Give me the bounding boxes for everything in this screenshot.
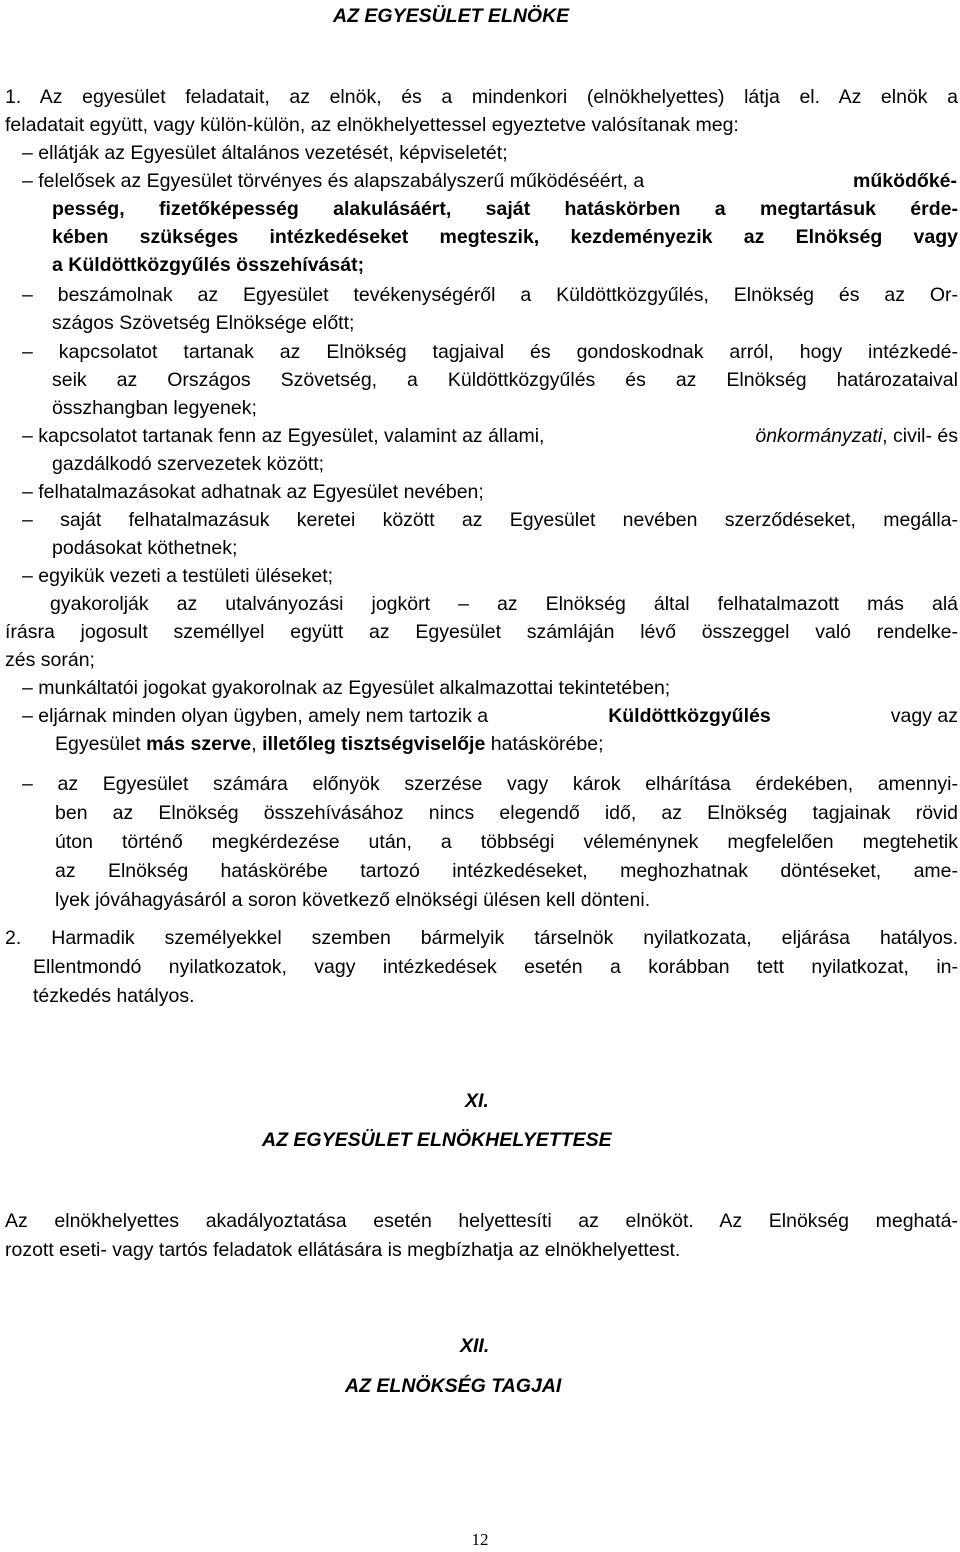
list-item-bold-text: működőké- — [852, 170, 957, 192]
list-item: – egyikük vezeti a testületi üléseket; — [22, 565, 334, 587]
paragraph-line: zés során; — [5, 649, 95, 671]
list-item — [22, 422, 958, 450]
paragraph-line: 1. Az egyesület feladatait, az elnök, és a mindenkori (elnökhelyettes) látja el. Az elnök a — [5, 86, 958, 108]
list-item-continuation: lyek jóváhagyásáról a soron következő elnökségi ülésen kell dönteni. — [55, 889, 651, 911]
list-item: – kapcsolatot tartanak az Elnökség tagjaival és gondoskodnak arról, hogy intézkedé- — [22, 341, 958, 363]
list-item-continuation: úton történő megkérdezése után, a többségi véleménynek megfelelően megtehetik — [55, 831, 958, 853]
list-item — [22, 702, 958, 730]
list-item-continuation: szágos Szövetség Elnöksége előtt; — [52, 312, 355, 334]
paragraph-line: tézkedés hatályos. — [33, 985, 195, 1007]
list-item-continuation: seik az Országos Szövetség, a Küldöttközgyűlés és az Elnökség határozataival — [52, 369, 958, 391]
list-item: – beszámolnak az Egyesület tevékenységéről a Küldöttközgyűlés, Elnökség és az Or- — [22, 284, 958, 306]
list-item-continuation — [55, 730, 960, 758]
list-item-continuation: a Küldöttközgyűlés összehívását; — [52, 254, 365, 276]
page-title: AZ EGYESÜLET ELNÖKE — [333, 5, 570, 27]
list-item-text: Egyesület — [55, 733, 141, 755]
paragraph-line: írásra jogosult személlyel együtt az Egyesület számláján lévő összeggel való rendelke- — [5, 621, 958, 643]
list-item-continuation: kében szükséges intézkedéseket megteszik, kezdeményezik az Elnökség vagy — [52, 226, 958, 248]
paragraph-line: gyakorolják az utalványozási jogkört – az Elnökség által felhatalmazott más alá — [50, 593, 958, 615]
list-item: – saját felhatalmazásuk keretei között az Egyesület nevében szerződéseket, megálla- — [22, 509, 958, 531]
list-item-continuation: az Elnökség hatáskörébe tartozó intézkedéseket, meghozhatnak döntéseket, ame- — [55, 860, 958, 882]
list-item-text — [755, 422, 958, 450]
italic-text: önkormányzati — [755, 425, 883, 447]
chapter-title: AZ EGYESÜLET ELNÖKHELYETTESE — [262, 1129, 612, 1151]
list-item-continuation: pesség, fizetőképesség alakulásáért, saját hatáskörben a megtartásuk érde- — [52, 198, 958, 220]
list-item-text: , civil- és — [882, 425, 958, 447]
list-item-text: – felelősek az Egyesület törvényes és alapszabályszerű működéséért, a — [22, 170, 645, 192]
list-item: – felhatalmazásokat adhatnak az Egyesület nevében; — [22, 481, 484, 503]
list-item: – ellátják az Egyesület általános vezetését, képviseletét; — [22, 142, 508, 164]
list-item-bold-text: más szerve — [146, 733, 252, 755]
list-item: – az Egyesület számára előnyök szerzése vagy károk elhárítása érdekében, amennyi- — [22, 773, 958, 795]
list-item-continuation: gazdálkodó szervezetek között; — [52, 453, 325, 475]
page-number: 12 — [471, 1530, 489, 1549]
paragraph-line: 2. Harmadik személyekkel szemben bármelyik társelnök nyilatkozata, eljárása hatályos. — [5, 927, 958, 949]
list-item-text: – kapcsolatot tartanak fenn az Egyesület, valamint az állami, — [22, 425, 545, 447]
list-item — [22, 167, 957, 195]
list-item-continuation: összhangban legyenek; — [52, 397, 257, 419]
list-item-continuation: podásokat köthetnek; — [52, 537, 238, 559]
chapter-number: XI. — [465, 1090, 489, 1112]
list-item-bold-text: Küldöttközgyűlés — [608, 705, 771, 727]
list-item-bold-text: illetőleg tisztségviselője — [262, 733, 486, 755]
list-item: – munkáltatói jogokat gyakorolnak az Egyesület alkalmazottai tekintetében; — [22, 677, 671, 699]
list-item-text: hatáskörébe; — [490, 733, 604, 755]
paragraph-line: Ellentmondó nyilatkozatok, vagy intézkedések esetén a korábban tett nyilatkozat, in- — [33, 956, 958, 978]
chapter-number: XII. — [460, 1335, 490, 1357]
list-item-text: – eljárnak minden olyan ügyben, amely nem tartozik a — [22, 705, 489, 727]
list-item-continuation: ben az Elnökség összehívásához nincs elegendő idő, az Elnökség tagjainak rövid — [55, 802, 958, 824]
chapter-title: AZ ELNÖKSÉG TAGJAI — [345, 1375, 562, 1397]
list-item-text: , — [251, 733, 257, 755]
paragraph-line: feladatait együtt, vagy külön-külön, az elnökhelyettessel egyeztetve valósítanak meg: — [5, 114, 739, 136]
paragraph-line: rozott eseti- vagy tartós feladatok ellátására is megbízhatja az elnökhelyettest. — [5, 1239, 681, 1261]
paragraph-line: Az elnökhelyettes akadályoztatása esetén helyettesíti az elnököt. Az Elnökség meghatá- — [5, 1210, 958, 1232]
list-item-text: vagy az — [890, 705, 958, 727]
